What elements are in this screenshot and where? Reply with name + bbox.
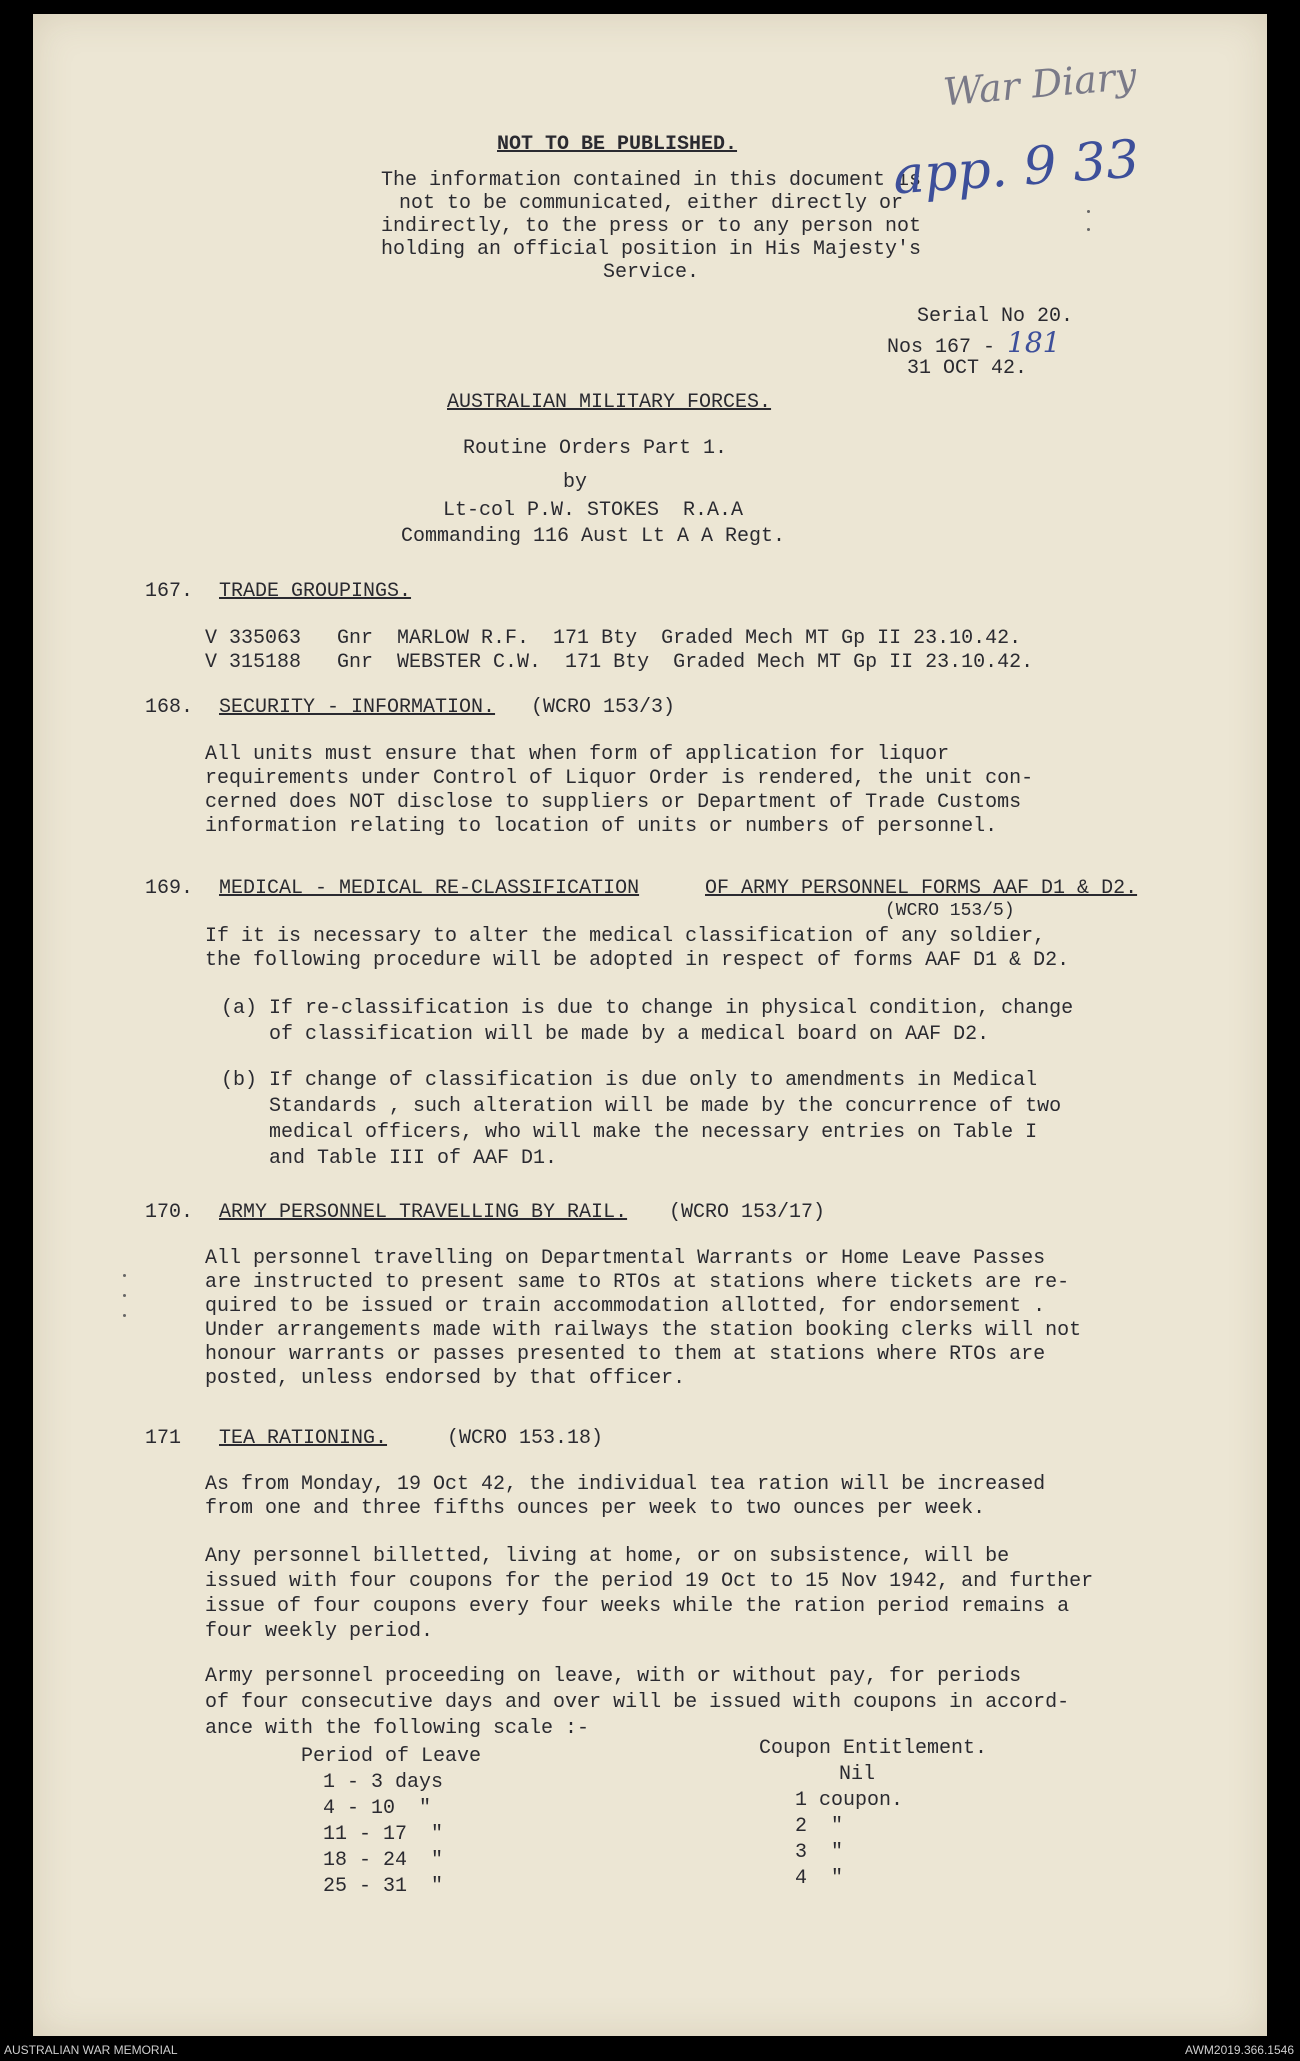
by-line: by bbox=[563, 471, 588, 494]
section-169-item-b-line: and Table III of AAF D1. bbox=[221, 1147, 558, 1170]
section-169-line: the following procedure will be adopted in respect of forms AAF D1 & D2. bbox=[205, 949, 1070, 972]
leave-period: 25 - 31 " bbox=[323, 1875, 444, 1898]
section-171-para-3-line: Army personnel proceeding on leave, with or without pay, for periods bbox=[205, 1665, 1022, 1688]
section-169-heading-a: MEDICAL - MEDICAL RE-CLASSIFICATION bbox=[219, 877, 640, 900]
section-168-number: 168. bbox=[145, 696, 194, 719]
leave-period: 11 - 17 " bbox=[323, 1823, 444, 1846]
section-171-para-1-line: from one and three fifths ounces per week to two ounces per week. bbox=[205, 1497, 986, 1520]
coupon-entitlement: Nil bbox=[839, 1763, 876, 1786]
order-numbers-prefix: Nos 167 - bbox=[887, 336, 996, 359]
section-169-item-a-line: (a) If re-classification is due to change in physical condition, change bbox=[221, 997, 1074, 1020]
section-167-heading: TRADE GROUPINGS. bbox=[219, 580, 412, 603]
section-171-para-2-line: issue of four coupons every four weeks while the ration period remains a bbox=[205, 1595, 1070, 1618]
section-169-item-b-line: Standards , such alteration will be made by the concurrence of two bbox=[221, 1095, 1062, 1118]
section-169-heading-b: OF ARMY PERSONNEL FORMS AAF D1 & D2. bbox=[705, 877, 1138, 900]
section-171-para-2-line: issued with four coupons for the period 19 Oct to 15 Nov 1942, and further bbox=[205, 1570, 1094, 1593]
punch-mark bbox=[123, 1274, 126, 1277]
order-date: 31 OCT 42. bbox=[907, 357, 1028, 380]
section-168-line: information relating to location of units or numbers of personnel. bbox=[205, 815, 998, 838]
notice-line: not to be communicated, either directly or bbox=[398, 192, 904, 215]
coupon-entitlement-header: Coupon Entitlement. bbox=[759, 1737, 988, 1760]
leave-period: 1 - 3 days bbox=[323, 1771, 444, 1794]
section-169-ref: (WCRO 153/5) bbox=[885, 901, 1015, 921]
section-168-ref: (WCRO 153/3) bbox=[531, 696, 676, 719]
section-170-number: 170. bbox=[145, 1201, 194, 1224]
footer-accession-number: AWM2019.366.1546 bbox=[1185, 2043, 1294, 2057]
section-168-line: requirements under Control of Liquor Order is rendered, the unit con- bbox=[205, 767, 1034, 790]
punch-mark bbox=[1087, 210, 1090, 213]
order-numbers-handwritten: 181 bbox=[1007, 326, 1061, 359]
section-171-para-2-line: Any personnel billetted, living at home, or on subsistence, will be bbox=[205, 1545, 1010, 1568]
section-169-item-b-line: medical officers, who will make the necessary entries on Table I bbox=[221, 1121, 1038, 1144]
section-171-heading: TEA RATIONING. bbox=[219, 1427, 388, 1450]
section-170-line: honour warrants or passes presented to them at stations where RTOs are bbox=[205, 1343, 1046, 1366]
section-170-line: posted, unless endorsed by that officer. bbox=[205, 1367, 686, 1390]
coupon-entitlement: 2 " bbox=[795, 1815, 844, 1838]
forces-title: AUSTRALIAN MILITARY FORCES. bbox=[447, 391, 772, 414]
officer-name: Lt-col P.W. STOKES R.A.A bbox=[443, 499, 744, 522]
notice-line: holding an official position in His Majesty's bbox=[380, 238, 922, 261]
coupon-entitlement: 4 " bbox=[795, 1867, 844, 1890]
section-170-line: quired to be issued or train accommodation allotted, for endorsement . bbox=[205, 1295, 1046, 1318]
section-170-line: All personnel travelling on Departmental Warrants or Home Leave Passes bbox=[205, 1247, 1046, 1270]
section-168-heading: SECURITY - INFORMATION. bbox=[219, 696, 496, 719]
section-169-line: If it is necessary to alter the medical classification of any soldier, bbox=[205, 925, 1046, 948]
section-170-line: are instructed to present same to RTOs at stations where tickets are re- bbox=[205, 1271, 1070, 1294]
section-171-ref: (WCRO 153.18) bbox=[447, 1427, 604, 1450]
notice-line: The information contained in this document is bbox=[380, 169, 922, 192]
leave-period: 4 - 10 " bbox=[323, 1797, 432, 1820]
section-170-heading: ARMY PERSONNEL TRAVELLING BY RAIL. bbox=[219, 1201, 628, 1224]
notice-line: Service. bbox=[602, 261, 699, 284]
section-171-para-2-line: four weekly period. bbox=[205, 1620, 434, 1643]
section-168-line: cerned does NOT disclose to suppliers or Department of Trade Customs bbox=[205, 791, 1022, 814]
handwritten-appendix: app. 9 33 bbox=[891, 129, 1142, 207]
trade-grouping-row: V 315188 Gnr WEBSTER C.W. 171 Bty Graded Mech MT Gp II 23.10.42. bbox=[205, 651, 1034, 674]
section-171-number: 171 bbox=[145, 1427, 182, 1450]
section-170-ref: (WCRO 153/17) bbox=[669, 1201, 826, 1224]
punch-mark bbox=[1087, 228, 1090, 231]
coupon-entitlement: 3 " bbox=[795, 1841, 844, 1864]
coupon-entitlement: 1 coupon. bbox=[795, 1789, 904, 1812]
section-169-item-a-line: of classification will be made by a medical board on AAF D2. bbox=[221, 1023, 990, 1046]
not-published-heading: NOT TO BE PUBLISHED. bbox=[497, 133, 738, 156]
section-171-para-3-line: ance with the following scale :- bbox=[205, 1717, 590, 1740]
handwritten-war-diary: War Diary bbox=[941, 53, 1139, 115]
officer-command: Commanding 116 Aust Lt A A Regt. bbox=[401, 525, 786, 548]
serial-number: Serial No 20. bbox=[917, 305, 1074, 328]
punch-mark bbox=[123, 1294, 126, 1297]
section-169-number: 169. bbox=[145, 877, 194, 900]
punch-mark bbox=[123, 1314, 126, 1317]
footer-archive-name: AUSTRALIAN WAR MEMORIAL bbox=[4, 2043, 178, 2057]
notice-line: indirectly, to the press or to any person not bbox=[380, 215, 922, 238]
orders-title: Routine Orders Part 1. bbox=[463, 437, 728, 460]
section-170-line: Under arrangements made with railways the station booking clerks will not bbox=[205, 1319, 1082, 1342]
document-page bbox=[33, 14, 1267, 2036]
section-169-item-b-line: (b) If change of classification is due only to amendments in Medical bbox=[221, 1069, 1038, 1092]
section-167-number: 167. bbox=[145, 580, 194, 603]
trade-grouping-row: V 335063 Gnr MARLOW R.F. 171 Bty Graded Mech MT Gp II 23.10.42. bbox=[205, 627, 1022, 650]
leave-period-header: Period of Leave bbox=[301, 1745, 482, 1768]
section-171-para-1-line: As from Monday, 19 Oct 42, the individual tea ration will be increased bbox=[205, 1473, 1046, 1496]
section-171-para-3-line: of four consecutive days and over will be issued with coupons in accord- bbox=[205, 1691, 1070, 1714]
leave-period: 18 - 24 " bbox=[323, 1849, 444, 1872]
section-168-line: All units must ensure that when form of application for liquor bbox=[205, 743, 950, 766]
